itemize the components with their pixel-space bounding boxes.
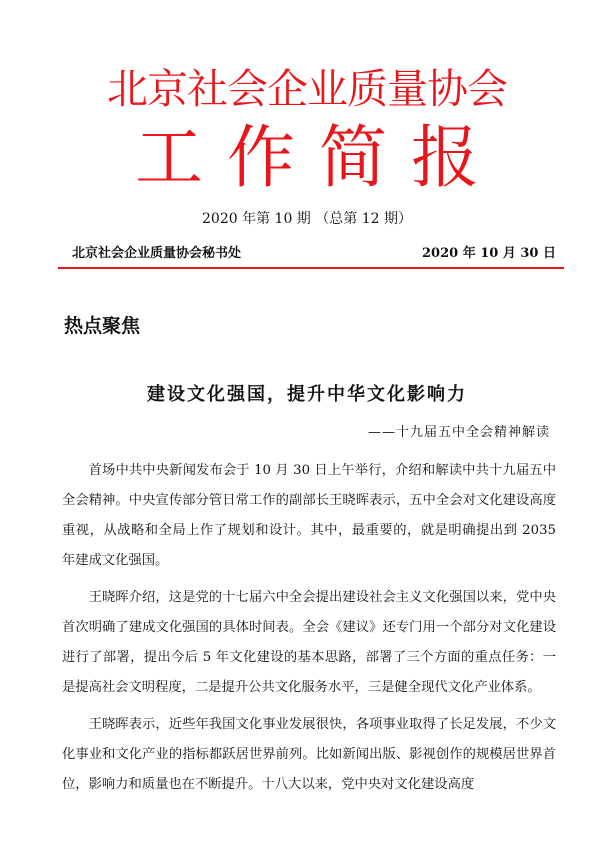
article-title: 建设文化强国，提升中华文化影响力 bbox=[147, 384, 467, 405]
article-paragraph-1: 首场中共中央新闻发布会于 10 月 30 日上午举行，介绍和解读中共十九届五中全会精神。中央宣传部分管日常工作的副部长王晓晖表示，五中全会对文化建设高度重视，从战略和全局上作了规划和设计。其中，最重要的，就是明确提出到 2035 年建成文化强国。 bbox=[62, 463, 556, 568]
section-heading: 热点聚焦 bbox=[64, 315, 141, 337]
article-paragraph-2: 王晓晖介绍，这是党的十七届六中全会提出建设社会主义文化强国以来，党中央首次明确了建成文化强国的具体时间表。全会《建议》还专门用一个部分对文化建设进行了部署，提出今后 5 年文化建设的基本思路，部署了三个方面的重点任务：一是提高社会文明程度，二是提升公共文化服务水平，三是健全现代文化产业体系。 bbox=[62, 590, 556, 695]
article-paragraph-3: 王晓晖表示，近些年我国文化事业发展很快，各项事业取得了长足发展，不少文化事业和文化产业的指标都跃居世界前列。比如新闻出版、影视创作的规模居世界首位，影响力和质量也在不断提升。十八大以来，党中央对文化建设高度 bbox=[62, 717, 556, 792]
publication-title: 工作简报 bbox=[134, 119, 503, 198]
publisher-date-row bbox=[72, 244, 556, 264]
organization-name: 北京社会企业质量协会 bbox=[107, 65, 507, 113]
red-divider bbox=[58, 267, 564, 269]
article-body bbox=[62, 456, 556, 807]
publisher-name: 北京社会企业质量协会秘书处 bbox=[72, 246, 242, 261]
publish-date: 2020 年 10 月 30 日 bbox=[422, 246, 556, 261]
issue-number: 2020 年第 10 期 （总第 12 期） bbox=[202, 211, 412, 227]
article-subtitle: ——十九届五中全会精神解读 bbox=[367, 425, 550, 440]
